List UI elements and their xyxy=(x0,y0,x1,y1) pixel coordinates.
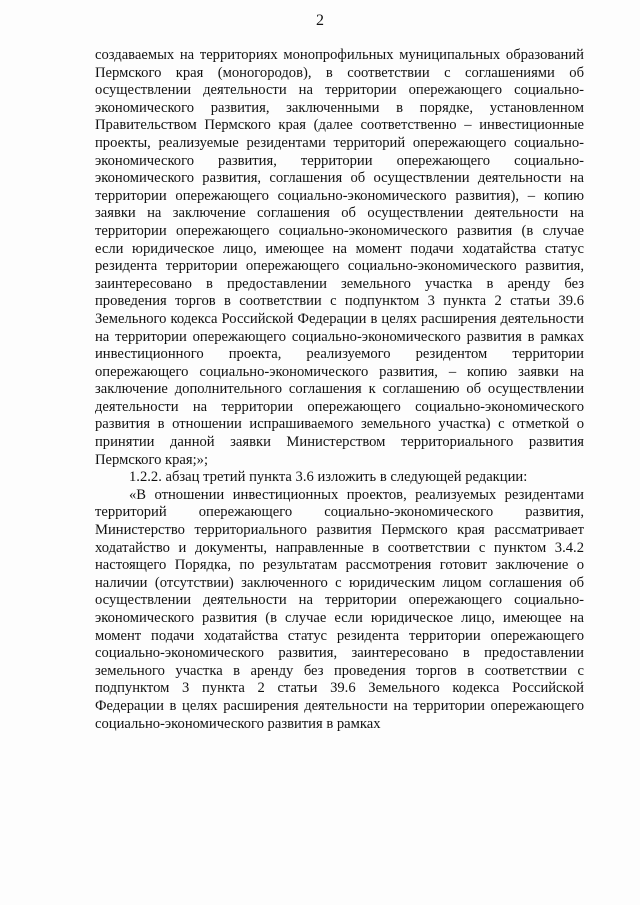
page-number: 2 xyxy=(316,12,324,29)
paragraph-amendment-item: 1.2.2. абзац третий пункта 3.6 изложить в следующей редакции: xyxy=(129,469,528,486)
paragraph-continuation: создаваемых на территориях монопрофильных муниципальных образований Пермского края (моногородов), в соответствии с соглашениями об осуществлении деятельности на территории опережающего социально-экономического развития, заключенными в порядке, установленном Правительством Пермского края (далее соответственно – инвестиционные проекты, реализуемые резидентами территорий опережающего социально-экономического развития, территории опережающего социально-экономического развития, соглашения об осуществлении деятельности на территории опережающего социально-экономического развития), – копию заявки на заключение соглашения об осуществлении деятельности на территории опережающего социально-экономического развития (в случае если юридическое лицо, имеющее на момент подачи ходатайства статус резидента территории опережающего социально-экономического развития, заинтересовано в предоставлении земельного участка в аренду без проведения торгов в соответствии с подпунктом 3 пункта 2 статьи 39.6 Земельного кодекса Российской Федерации в целях расширения деятельности на территории опережающего социально-экономического развития в рамках инвестиционного проекта, реализуемого резидентом территории опережающего социально-экономического развития, – копию заявки на заключение дополнительного соглашения к соглашению об осуществлении деятельности на территории опережающего социально-экономического развития в отношении испрашиваемого земельного участка) с отметкой о принятии данной заявки Министерством территориального развития Пермского края;»; xyxy=(95,47,584,468)
document-body xyxy=(95,47,584,733)
paragraph-new-wording: «В отношении инвестиционных проектов, реализуемых резидентами территорий опережающего социально-экономического развития, Министерство территориального развития Пермского края рассматривает ходатайство и документы, направленные в соответствии с пунктом 3.4.2 настоящего Порядка, по результатам рассмотрения готовит заключение о наличии (отсутствии) заключенного с юридическим лицом соглашения об осуществлении деятельности на территории опережающего социально-экономического развития (в случае если юридическое лицо, имеющее на момент подачи ходатайства статус резидента территории опережающего социально-экономического развития, заинтересовано в предоставлении земельного участка в аренду без проведения торгов в соответствии с подпунктом 3 пункта 2 статьи 39.6 Земельного кодекса Российской Федерации в целях расширения деятельности на территории опережающего социально-экономического развития в рамках xyxy=(95,486,584,732)
